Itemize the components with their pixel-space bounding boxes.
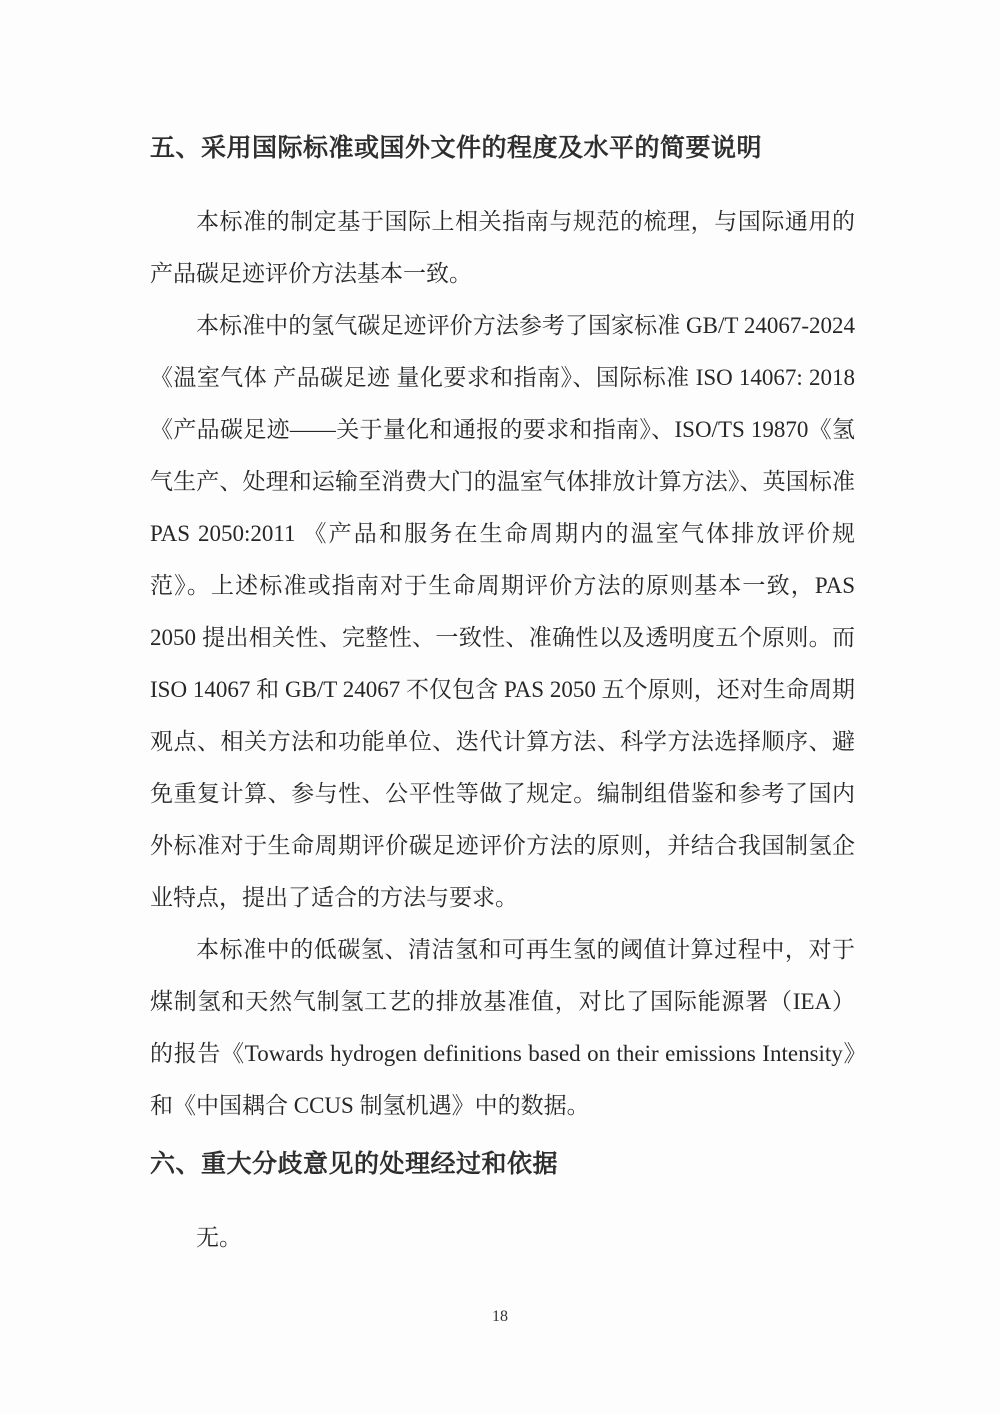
paragraph-standards-reference: 本标准中的氢气碳足迹评价方法参考了国家标准 GB/T 24067-2024《温室气体 产品碳足迹 量化要求和指南》、国际标准 ISO 14067: 2018 《产品碳足迹——关于量化和通报的要求和指南》、ISO/TS 19870《氢气生产、处理和运输至消费大门的温室气体排放计算方法》、英国标准 PAS 2050:2011 《产品和服务在生命周期内的温室气体排放评价规范》。上述标准或指南对于生命周期评价方法的原则基本一致，PAS 2050 提出相关性、完整性、一致性、准确性以及透明度五个原则。而 ISO 14067 和 GB/T 24067 不仅包含 PAS 2050 五个原则，还对生命周期观点、相关方法和功能单位、迭代计算方法、科学方法选择顺序、避免重复计算、参与性、公平性等做了规定。编制组借鉴和参考了国内外标准对于生命周期评价碳足迹评价方法的原则，并结合我国制氢企业特点，提出了适合的方法与要求。 xyxy=(150,313,855,910)
paragraph-none: 无。 xyxy=(196,1225,242,1250)
page-number: 18 xyxy=(492,1308,508,1325)
paragraph-intro: 本标准的制定基于国际上相关指南与规范的梳理，与国际通用的产品碳足迹评价方法基本一致。 xyxy=(150,209,855,286)
section-six-heading: 六、重大分歧意见的处理经过和依据 xyxy=(150,1150,559,1178)
paragraph-threshold-comparison: 本标准中的低碳氢、清洁氢和可再生氢的阈值计算过程中，对于煤制氢和天然气制氢工艺的排放基准值，对比了国际能源署（IEA）的报告《Towards hydrogen definitions based on their emissions Intensity》和《中国耦合 CCUS 制氢机遇》中的数据。 xyxy=(150,937,855,1118)
section-five-heading: 五、采用国际标准或国外文件的程度及水平的简要说明 xyxy=(150,134,763,162)
